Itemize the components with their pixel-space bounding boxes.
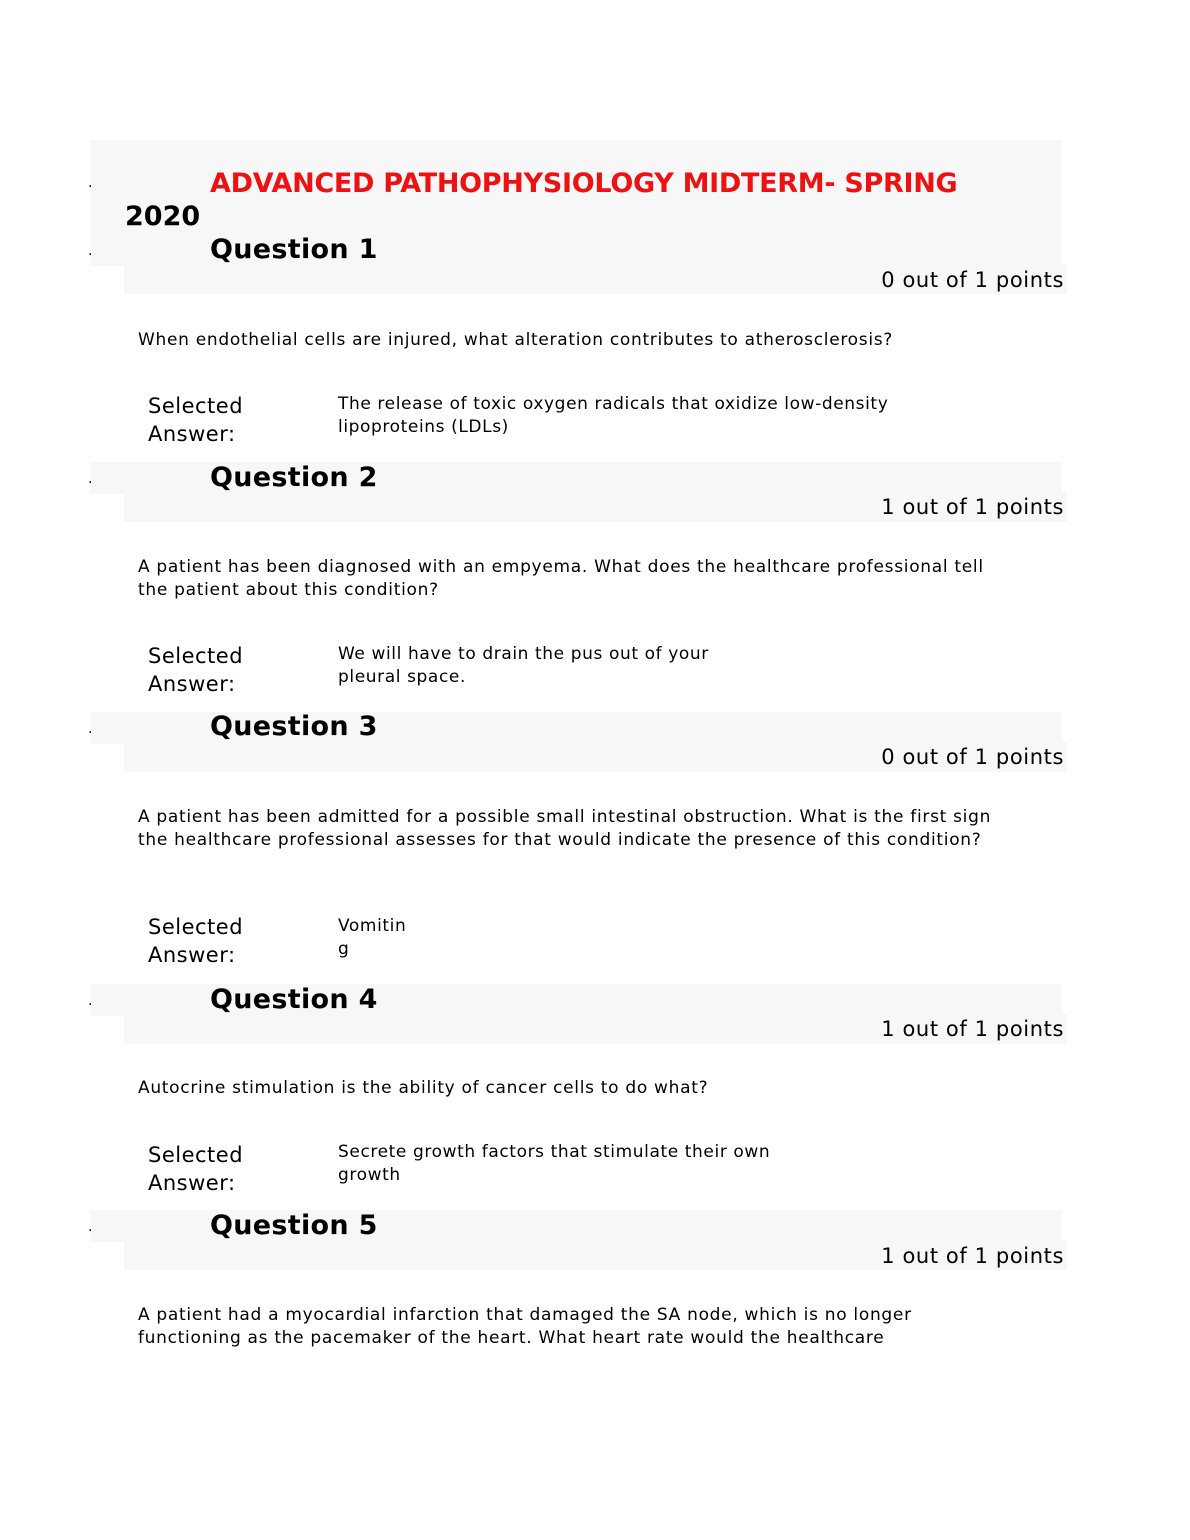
bullet-marker: ·	[88, 247, 93, 263]
question-heading: Question 2	[210, 462, 378, 493]
question-heading: Question 1	[210, 234, 378, 265]
question-text: A patient had a myocardial infarction that damaged the SA node, which is no longer functioning as the pacemaker of the heart. What heart rate would the healthcare	[138, 1305, 912, 1348]
question-text: A patient has been admitted for a possible small intestinal obstruction. What is the first sign the healthcare professional assesses for that would indicate the presence of this condition?	[138, 807, 992, 850]
question-points: 1 out of 1 points	[881, 1244, 1064, 1268]
question-heading: Question 3	[210, 711, 378, 742]
selected-answer: The release of toxic oxygen radicals that oxidize low-density lipoproteins (LDLs)	[338, 394, 889, 437]
bullet-marker: ·	[88, 1223, 93, 1239]
question-points: 1 out of 1 points	[881, 1017, 1064, 1041]
question-text: When endothelial cells are injured, what alteration contributes to atherosclerosis?	[138, 330, 894, 350]
selected-answer-label: Selected Answer:	[148, 915, 244, 967]
document-title: ADVANCED PATHOPHYSIOLOGY MIDTERM- SPRING	[210, 168, 958, 199]
selected-answer: Vomiting	[338, 916, 407, 959]
question-heading: Question 4	[210, 984, 378, 1015]
question-points: 1 out of 1 points	[881, 495, 1064, 519]
question-text: Autocrine stimulation is the ability of cancer cells to do what?	[138, 1078, 709, 1098]
selected-answer-label: Selected Answer:	[148, 394, 244, 446]
selected-answer-label: Selected Answer:	[148, 1143, 244, 1195]
selected-answer: Secrete growth factors that stimulate their own growth	[338, 1142, 771, 1185]
document-title-year: 2020	[125, 201, 201, 232]
bullet-marker: ·	[88, 725, 93, 741]
question-points: 0 out of 1 points	[881, 745, 1064, 769]
question-heading: Question 5	[210, 1210, 378, 1241]
selected-answer-label: Selected Answer:	[148, 644, 244, 696]
selected-answer: We will have to drain the pus out of your pleural space.	[338, 644, 709, 687]
question-text: A patient has been diagnosed with an empyema. What does the healthcare professional tell the patient about this condition?	[138, 557, 984, 600]
bullet-marker: ·	[88, 475, 93, 491]
bullet-marker: ·	[88, 179, 93, 195]
question-points: 0 out of 1 points	[881, 268, 1064, 292]
bullet-marker: ·	[88, 997, 93, 1013]
